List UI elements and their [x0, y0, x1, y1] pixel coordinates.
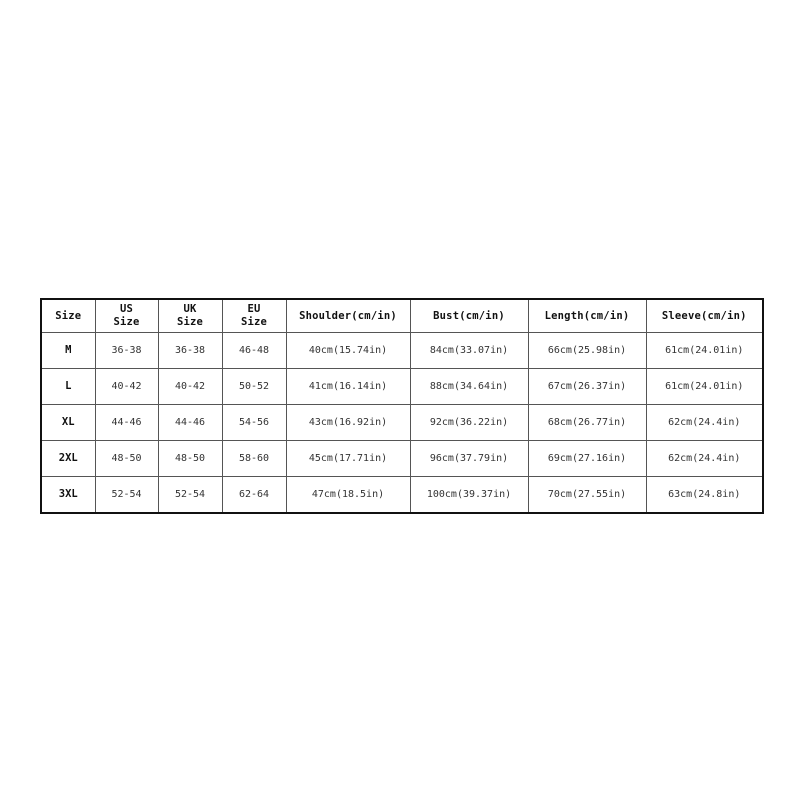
sleeve-cell: 63cm(24.8in): [646, 477, 763, 514]
header-eu-size: EU Size: [222, 299, 286, 333]
header-length: Length(cm/in): [528, 299, 646, 333]
length-cell: 67cm(26.37in): [528, 369, 646, 405]
header-bust: Bust(cm/in): [410, 299, 528, 333]
shoulder-cell: 41cm(16.14in): [286, 369, 410, 405]
table-row: [41, 369, 763, 405]
uk-size-cell: 44-46: [158, 405, 222, 441]
uk-size-cell: 36-38: [158, 333, 222, 369]
uk-size-cell: 48-50: [158, 441, 222, 477]
us-size-cell: 52-54: [95, 477, 158, 514]
uk-size-cell: 52-54: [158, 477, 222, 514]
header-us-size: US Size: [95, 299, 158, 333]
table-row: [41, 333, 763, 369]
bust-cell: 88cm(34.64in): [410, 369, 528, 405]
table-row: [41, 405, 763, 441]
table-row: [41, 477, 763, 514]
table-row: [41, 441, 763, 477]
eu-size-cell: 50-52: [222, 369, 286, 405]
us-size-cell: 40-42: [95, 369, 158, 405]
bust-cell: 92cm(36.22in): [410, 405, 528, 441]
length-cell: 66cm(25.98in): [528, 333, 646, 369]
sleeve-cell: 61cm(24.01in): [646, 369, 763, 405]
header-shoulder: Shoulder(cm/in): [286, 299, 410, 333]
size-cell: 3XL: [41, 477, 95, 514]
bust-cell: 96cm(37.79in): [410, 441, 528, 477]
us-size-cell: 44-46: [95, 405, 158, 441]
length-cell: 70cm(27.55in): [528, 477, 646, 514]
length-cell: 69cm(27.16in): [528, 441, 646, 477]
bust-cell: 100cm(39.37in): [410, 477, 528, 514]
shoulder-cell: 47cm(18.5in): [286, 477, 410, 514]
eu-size-cell: 46-48: [222, 333, 286, 369]
shoulder-cell: 45cm(17.71in): [286, 441, 410, 477]
eu-size-cell: 62-64: [222, 477, 286, 514]
uk-size-cell: 40-42: [158, 369, 222, 405]
shoulder-cell: 40cm(15.74in): [286, 333, 410, 369]
size-cell: L: [41, 369, 95, 405]
eu-size-cell: 54-56: [222, 405, 286, 441]
size-chart-table: [40, 298, 764, 514]
size-cell: XL: [41, 405, 95, 441]
size-cell: 2XL: [41, 441, 95, 477]
bust-cell: 84cm(33.07in): [410, 333, 528, 369]
size-cell: M: [41, 333, 95, 369]
us-size-cell: 36-38: [95, 333, 158, 369]
header-sleeve: Sleeve(cm/in): [646, 299, 763, 333]
us-size-cell: 48-50: [95, 441, 158, 477]
shoulder-cell: 43cm(16.92in): [286, 405, 410, 441]
eu-size-cell: 58-60: [222, 441, 286, 477]
header-size: Size: [41, 299, 95, 333]
length-cell: 68cm(26.77in): [528, 405, 646, 441]
header-row: [41, 299, 763, 333]
sleeve-cell: 61cm(24.01in): [646, 333, 763, 369]
sleeve-cell: 62cm(24.4in): [646, 405, 763, 441]
sleeve-cell: 62cm(24.4in): [646, 441, 763, 477]
header-uk-size: UK Size: [158, 299, 222, 333]
